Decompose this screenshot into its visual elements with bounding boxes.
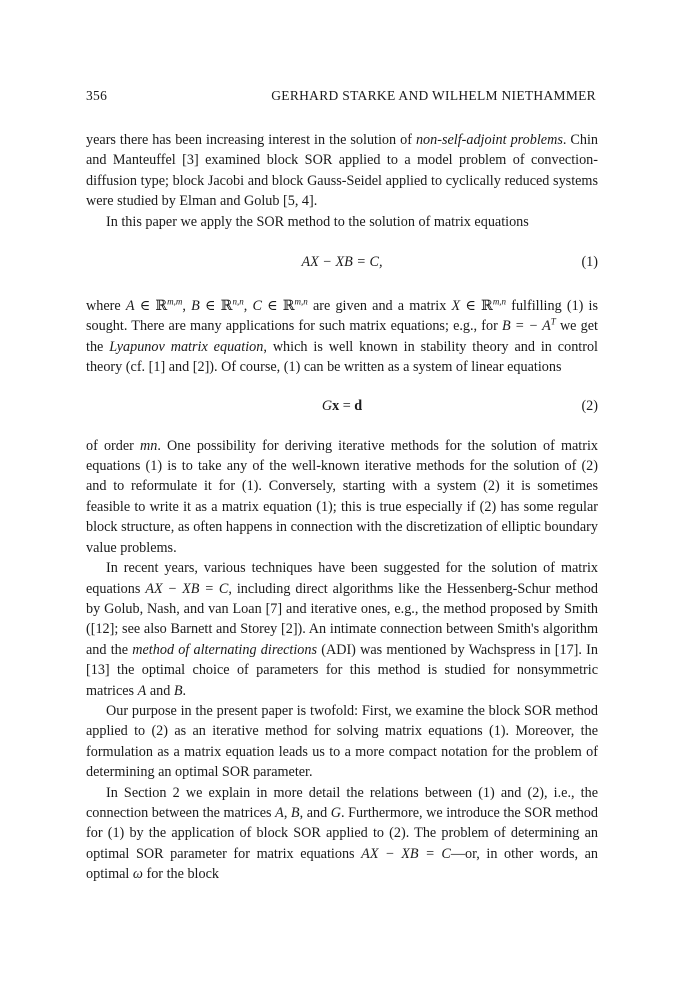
equation-2-number: (2) (581, 397, 598, 414)
text-run: In recent years, various techniques have been suggested for the solution of matrix equations (86, 560, 598, 597)
math-symbol: ω (132, 866, 143, 883)
text-run: for the block (142, 866, 219, 883)
text-run: , which is well known in stability theory and in control theory (cf. [1] and [2]). Of course, (1) can be written as a system of linear equations (86, 338, 598, 376)
math-superscript: m,m (167, 296, 183, 307)
math-symbol: X (451, 298, 461, 315)
paragraph-4 (86, 436, 598, 558)
paragraph-7 (86, 783, 598, 885)
page-header (86, 88, 596, 108)
page-number: 356 (86, 88, 108, 103)
text-run: , (182, 298, 192, 315)
body-text (86, 130, 598, 885)
text-run: and (146, 682, 174, 699)
text-run: where (86, 298, 126, 315)
text-run: years there has been increasing interest in the solution of (86, 132, 416, 148)
math-superscript: m,n (294, 296, 308, 307)
equation-2-body (86, 396, 598, 416)
math-symbol: A (137, 682, 147, 699)
math-expression: AX − XB = C (145, 580, 229, 597)
text-run: fulfilling (1) is sought. There are many applications for such matrix equations; e.g., for (86, 298, 599, 335)
equation-1-body: AX − XB = C, (301, 254, 383, 271)
text-run: (ADI) was mentioned by Wachspress in [17]. In [13] the optimal choice of parameters for this method is studied for nonsymmetric matrices (86, 641, 598, 699)
paragraph-2: In this paper we apply the SOR method to the solution of matrix equations (106, 213, 529, 230)
math-vector: d (354, 397, 363, 414)
text-run: of order (86, 437, 141, 454)
math-symbol: B (173, 682, 183, 699)
math-expression: AX − XB = C (361, 845, 451, 862)
text-run: , and (299, 804, 331, 821)
equation-2 (86, 396, 598, 418)
math-superscript: T (550, 316, 556, 327)
math-symbol: C (252, 298, 262, 315)
emphasis-non-self-adjoint: non-self-adjoint problems (415, 132, 563, 148)
text-run: . Chin and Manteuffel [3] examined block SOR applied to a model problem of convection-diffusion type; block Jacobi and block Gauss-Seidel applied to cyclically reduced systems were studied by Elman and Golub [5, 4]. (86, 132, 598, 210)
math-symbol: A (275, 804, 284, 821)
equation-1-number: (1) (581, 254, 598, 271)
math-vector: x (332, 397, 340, 414)
emphasis-lyapunov: Lyapunov matrix equation (109, 338, 264, 355)
text-run: , (283, 804, 291, 821)
paragraph-6: Our purpose in the present paper is twofold: First, we examine the block SOR method applied to (2) as an iterative method for solving matrix equations (1). Moreover, the formulation as a matrix equation leads us to a more compact notation for the problem of determining an optimal SOR parameter. (86, 702, 598, 781)
math-expression: B = − A (502, 318, 551, 335)
text-run: are given and a matrix (307, 298, 452, 315)
text-run: . One possibility for deriving iterative methods for the solution of matrix equations (1) is to take any of the well-known iterative methods for the solution of (2) and to reformulate it for (1). Conversely, starting with a system (2) it is sometimes feasible to write it as a matrix equation (1); this is true especially if (2) has some regular block structure, as often happens in connection with the discretization of elliptic boundary value problems. (86, 437, 598, 556)
math-symbol: B (290, 804, 300, 821)
math-symbol: mn (140, 437, 158, 454)
text-run: . (182, 682, 187, 699)
text-run: ∈ ℝ (199, 298, 233, 315)
math-superscript: m,n (492, 296, 507, 307)
text-run: . Furthermore, we introduce the SOR method for (1) by the application of block SOR applied to (2). The problem of determining an optimal SOR parameter for matrix equations (86, 804, 598, 862)
math-symbol: A (125, 298, 135, 315)
math-operator: = (339, 397, 355, 414)
text-run: ∈ ℝ (261, 298, 295, 315)
emphasis-adi: method of alternating directions (132, 641, 318, 658)
text-run: In Section 2 we explain in more detail the relations between (1) and (2), i.e., the connection between the matrices (86, 784, 598, 821)
math-superscript: n,n (232, 296, 244, 307)
paragraph-5 (86, 558, 598, 701)
text-run: , including direct algorithms like the Hessenberg-Schur method by Golub, Nash, and van Loan [7] and iterative ones, e.g., the method proposed by Smith ([12]; see also Barnett and Storey [2]). An intimate connection between Smith's algorithm and the (86, 580, 598, 658)
text-run: ∈ ℝ (134, 298, 168, 315)
text-run: —or, in other words, an optimal (86, 845, 598, 883)
equation-1 (86, 252, 598, 274)
paragraph-1 (86, 130, 598, 212)
math-symbol: B (191, 298, 200, 315)
text-run: ∈ ℝ (460, 298, 493, 315)
math-symbol: G (321, 397, 333, 414)
text-run: , (243, 298, 253, 315)
math-symbol: G (330, 804, 341, 821)
running-head: GERHARD STARKE AND WILHELM NIETHAMMER (271, 88, 596, 103)
text-run: we get the (86, 318, 598, 355)
paragraph-3 (86, 296, 598, 378)
